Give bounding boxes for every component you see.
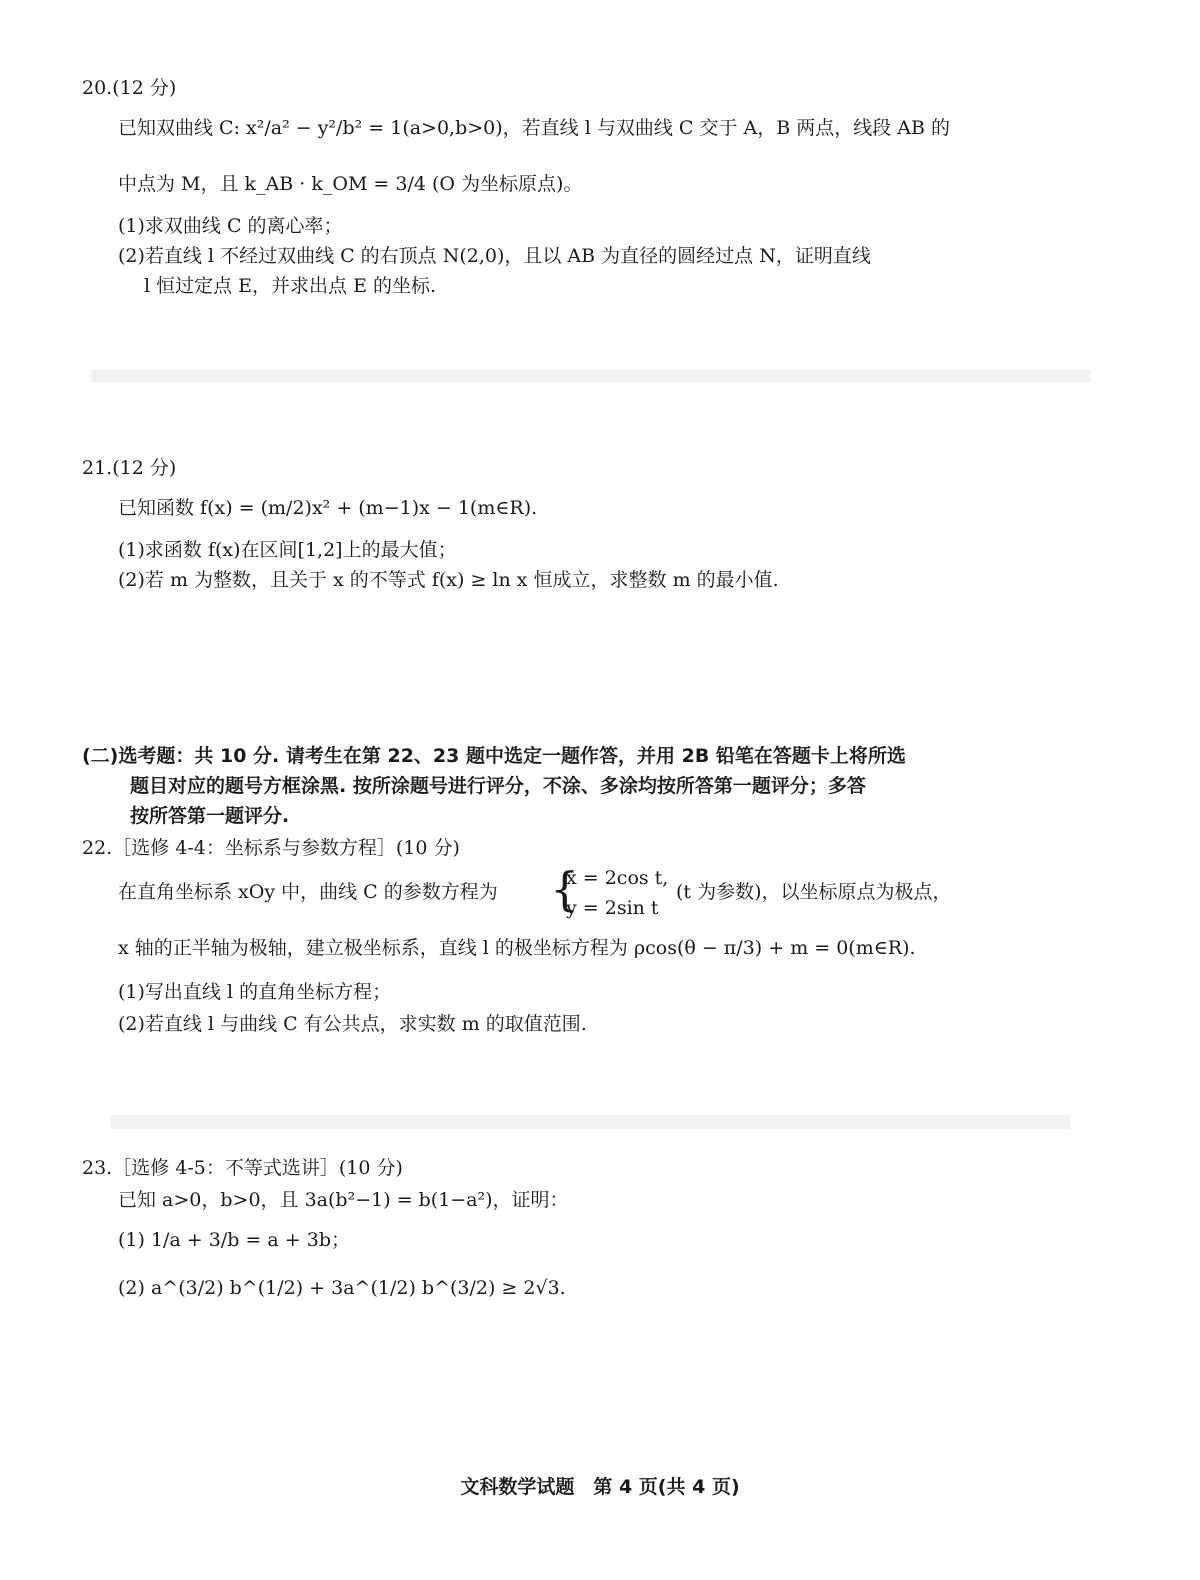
q20-part2-line2: l 恒过定点 E，并求出点 E 的坐标.	[144, 275, 437, 297]
q23-line1: 已知 a>0，b>0，且 3a(b²−1) = b(1−a²)，证明：	[118, 1189, 569, 1211]
bleed-through-shadow	[90, 370, 1090, 382]
q20-line1: 已知双曲线 C: x²/a² − y²/b² = 1(a>0,b>0)，若直线 l 与双曲线 C 交于 A，B 两点，线段 AB 的	[118, 117, 950, 139]
q22-part1: (1)写出直线 l 的直角坐标方程；	[118, 981, 392, 1003]
q21-line1: 已知函数 f(x) = (m/2)x² + (m−1)x − 1(m∈R).	[118, 497, 538, 519]
q22-line1-pre: 在直角坐标系 xOy 中，曲线 C 的参数方程为	[118, 881, 498, 903]
q22-number: 22.［选修 4-4：坐标系与参数方程］(10 分)	[82, 837, 460, 859]
page-footer: 文科数学试题 第 4 页(共 4 页)	[460, 1476, 740, 1498]
q22-eq-y: y = 2sin t	[566, 897, 659, 919]
q22-line1-post: (t 为参数)，以坐标原点为极点，	[676, 881, 952, 903]
elective-instructions-line2: 题目对应的题号方框涂黑. 按所涂题号进行评分，不涂、多涂均按所答第一题评分；多答	[130, 775, 866, 797]
q22-eq-x: x = 2cos t,	[566, 867, 669, 889]
q20-part1: (1)求双曲线 C 的离心率；	[118, 215, 343, 237]
system-brace: {	[550, 862, 580, 916]
q20-part2-line1: (2)若直线 l 不经过双曲线 C 的右顶点 N(2,0)，且以 AB 为直径的圆经过点 N，证明直线	[118, 245, 871, 267]
q22-part2: (2)若直线 l 与曲线 C 有公共点，求实数 m 的取值范围.	[118, 1013, 587, 1035]
q21-number: 21.(12 分)	[82, 457, 177, 479]
q20-number: 20.(12 分)	[82, 77, 177, 99]
elective-instructions-line3: 按所答第一题评分.	[130, 805, 290, 827]
q23-part2: (2) a^(3/2) b^(1/2) + 3a^(1/2) b^(3/2) ≥ 2√3.	[118, 1277, 566, 1299]
q22-line2: x 轴的正半轴为极轴，建立极坐标系，直线 l 的极坐标方程为 ρcos(θ − π/3) + m = 0(m∈R).	[118, 937, 916, 959]
q21-part2: (2)若 m 为整数，且关于 x 的不等式 f(x) ≥ ln x 恒成立，求整数 m 的最小值.	[118, 569, 779, 591]
elective-instructions-line1: (二)选考题：共 10 分. 请考生在第 22、23 题中选定一题作答，并用 2B 铅笔在答题卡上将所选	[82, 745, 906, 767]
bleed-through-shadow	[110, 1115, 1070, 1129]
q23-part1: (1) 1/a + 3/b = a + 3b；	[118, 1229, 350, 1251]
q21-part1: (1)求函数 f(x)在区间[1,2]上的最大值；	[118, 539, 457, 561]
q20-line2: 中点为 M，且 k_AB · k_OM = 3/4 (O 为坐标原点)。	[118, 173, 583, 195]
q23-number: 23.［选修 4-5：不等式选讲］(10 分)	[82, 1157, 403, 1179]
